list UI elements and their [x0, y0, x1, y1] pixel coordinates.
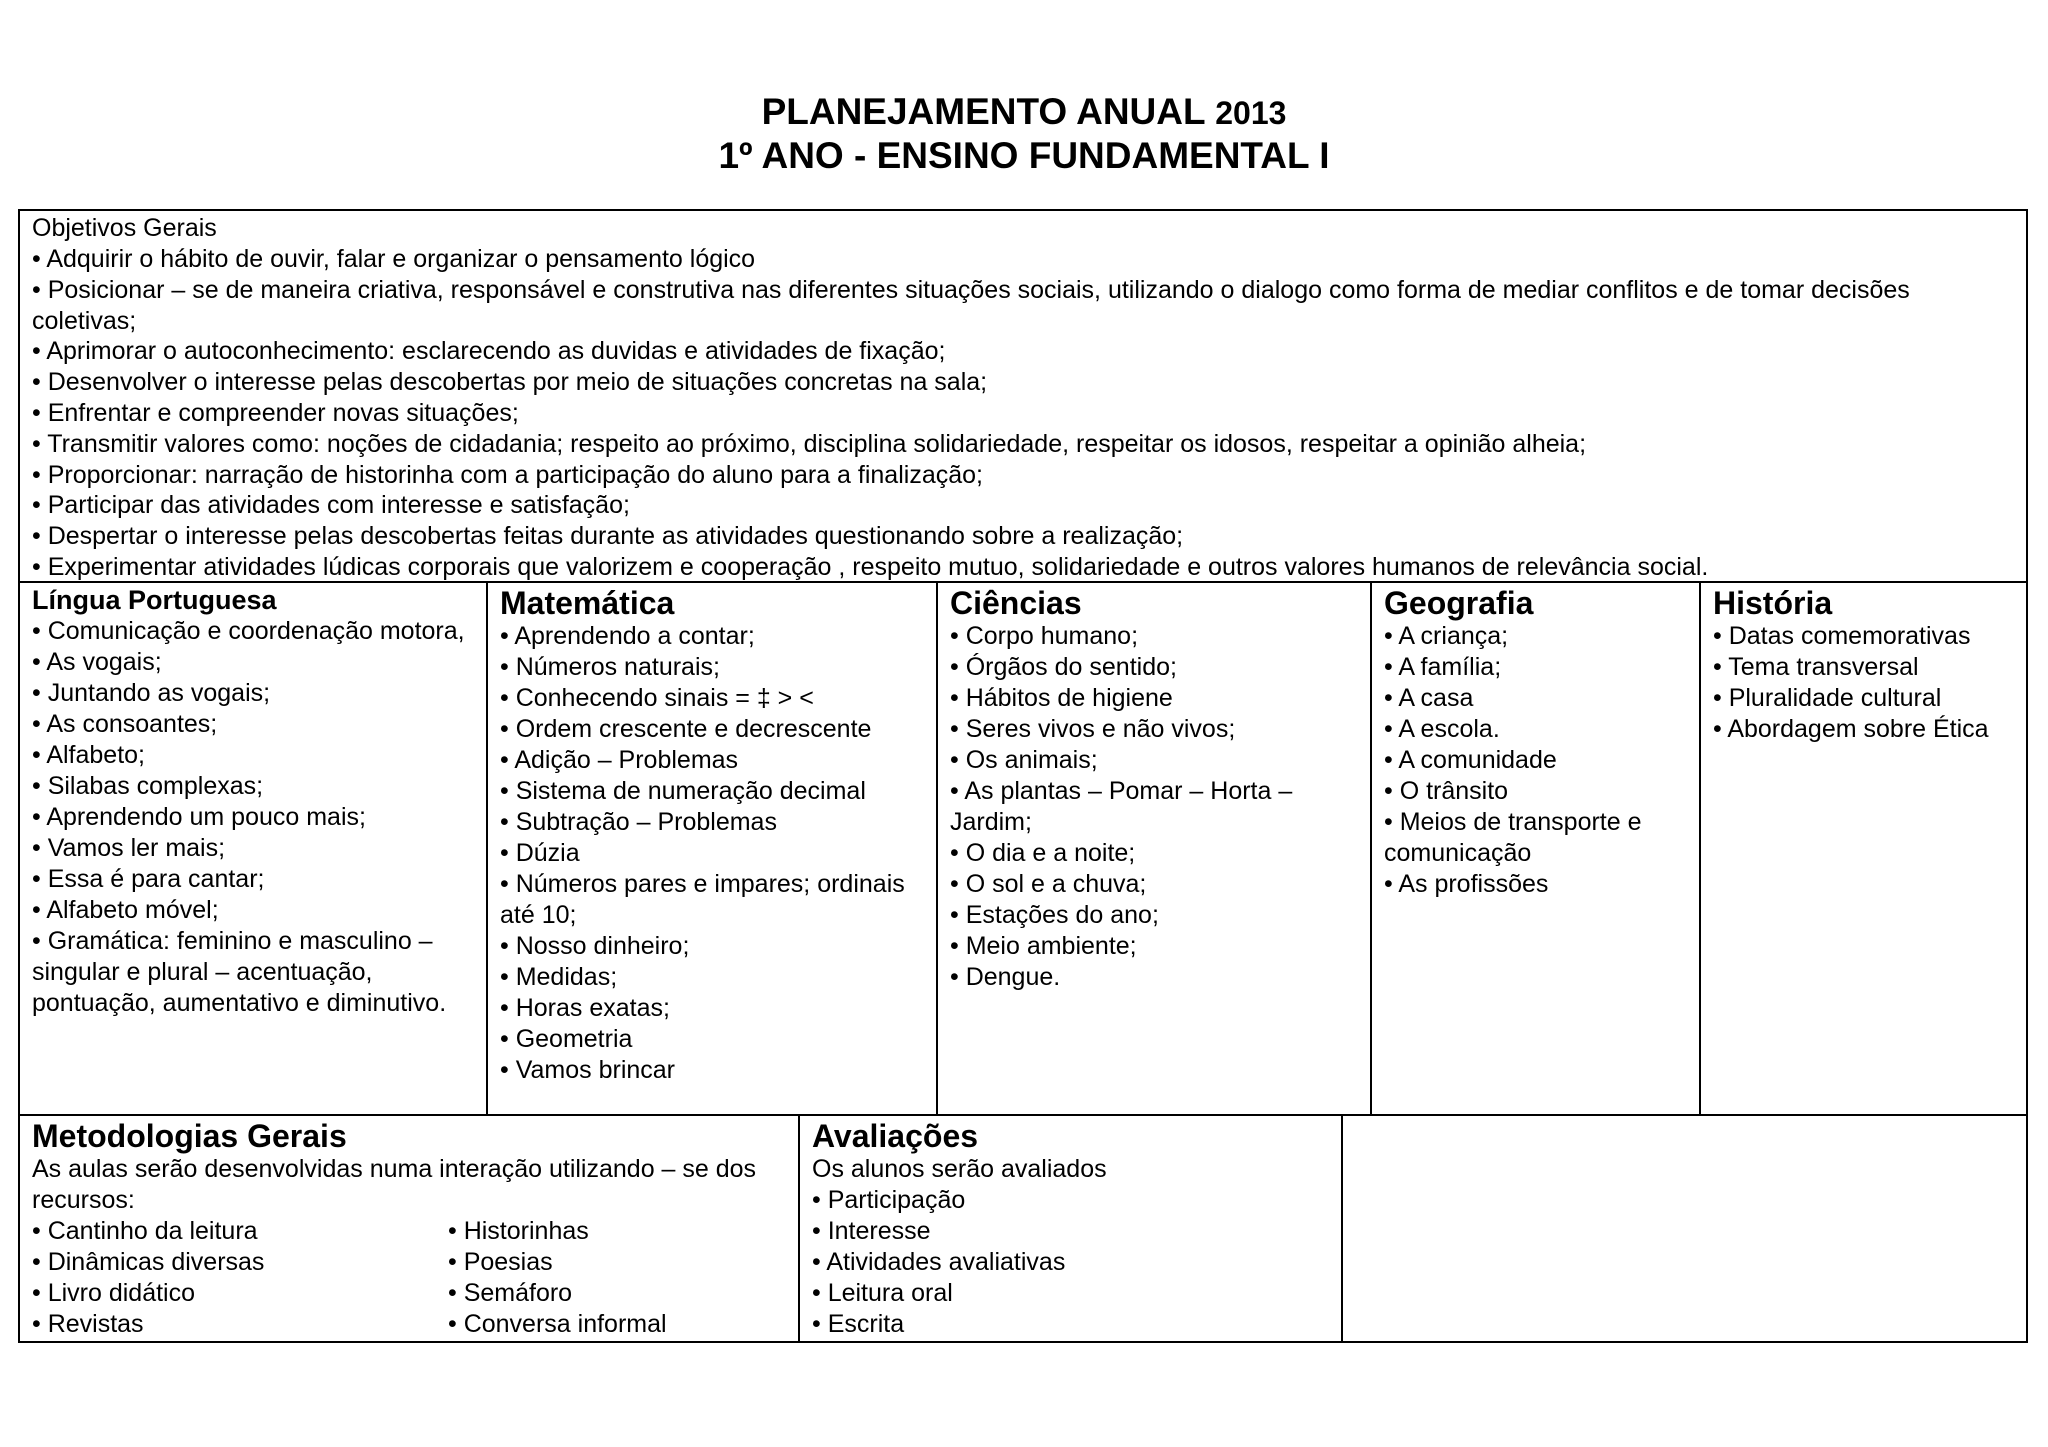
list-item: • Órgãos do sentido; — [950, 653, 1177, 681]
matematica-list — [500, 621, 924, 1086]
objetivo-item: • Desenvolver o interesse pelas descobertas por meio de situações concretas na sala; — [32, 368, 988, 397]
ciencias-heading: Ciências — [950, 585, 1082, 621]
list-item: • Silabas complexas; — [32, 772, 264, 800]
metodologias-intro: As aulas serão desenvolvidas numa interação utilizando – se dos recursos: — [32, 1155, 757, 1214]
lingua-portuguesa-list — [32, 616, 474, 1019]
matematica-section — [486, 581, 938, 1116]
page-title-year: 2013 — [1215, 95, 1287, 131]
list-item: • Os animais; — [950, 746, 1098, 774]
list-item: • Subtração – Problemas — [500, 808, 777, 836]
avaliacoes-list — [812, 1185, 1329, 1340]
list-item: • Interesse — [812, 1217, 931, 1245]
list-item: • Geometria — [500, 1025, 633, 1053]
list-item: • A família; — [1384, 653, 1502, 681]
list-item: • A escola. — [1384, 715, 1500, 743]
list-item: • Poesias — [448, 1248, 553, 1276]
matematica-heading: Matemática — [500, 585, 675, 621]
geografia-list — [1384, 621, 1687, 900]
list-item: • As vogais; — [32, 648, 162, 676]
list-item: • A comunidade — [1384, 746, 1557, 774]
objetivos-heading: Objetivos Gerais — [32, 214, 217, 242]
objetivo-item: • Proporcionar: narração de historinha com a participação do aluno para a finalização; — [32, 460, 983, 489]
list-item: • Números pares e impares; ordinais até 10; — [500, 870, 905, 929]
list-item: • Meio ambiente; — [950, 932, 1137, 960]
list-item: • Nosso dinheiro; — [500, 932, 690, 960]
list-item: • Atividades avaliativas — [812, 1248, 1066, 1276]
objetivo-item: • Posicionar – se de maneira criativa, responsável e construtiva nas diferentes situações sociais, utilizando o dialogo como forma de mediar conflitos e de tomar decisões coletivas; — [32, 275, 1910, 335]
objetivo-item: • Enfrentar e compreender novas situações; — [32, 398, 519, 427]
objetivos-list — [32, 244, 2014, 583]
lingua-portuguesa-heading: Língua Portuguesa — [32, 585, 277, 615]
list-item: • Historinhas — [448, 1217, 589, 1245]
recursos-col-2 — [448, 1216, 786, 1340]
list-item: • Participação — [812, 1186, 966, 1214]
avaliacoes-section — [798, 1114, 1343, 1343]
list-item: • Estações do ano; — [950, 901, 1159, 929]
metodologias-heading: Metodologias Gerais — [32, 1118, 347, 1154]
list-item: • Adição – Problemas — [500, 746, 739, 774]
list-item: • Gramática: feminino e masculino – singular e plural – acentuação, pontuação, aumentativo e diminutivo. — [32, 927, 447, 1017]
avaliacoes-heading: Avaliações — [812, 1118, 979, 1154]
list-item: • Vamos ler mais; — [32, 834, 226, 862]
historia-list — [1713, 621, 2014, 745]
list-item: • Sistema de numeração decimal — [500, 777, 866, 805]
list-item: • Livro didático — [32, 1279, 196, 1307]
list-item: • Hábitos de higiene — [950, 684, 1173, 712]
list-item: • Ordem crescente e decrescente — [500, 715, 872, 743]
list-item: • Escrita — [812, 1310, 905, 1338]
recursos-col-1 — [32, 1216, 448, 1340]
list-item: • Meios de transporte e comunicação — [1384, 808, 1642, 867]
recursos-grid — [32, 1216, 786, 1340]
list-item: • Juntando as vogais; — [32, 679, 271, 707]
list-item: • Conhecendo sinais = ‡ > < — [500, 684, 814, 712]
list-item: • Leitura oral — [812, 1279, 953, 1307]
list-item: • Essa é para cantar; — [32, 865, 265, 893]
objetivo-item: • Despertar o interesse pelas descobertas feitas durante as atividades questionando sobre a realização; — [32, 522, 1184, 551]
geografia-heading: Geografia — [1384, 585, 1534, 621]
list-item: • Abordagem sobre Ética — [1713, 715, 1989, 743]
list-item: • Semáforo — [448, 1279, 573, 1307]
empty-cell — [1341, 1114, 2028, 1343]
list-item: • O dia e a noite; — [950, 839, 1136, 867]
list-item: • As plantas – Pomar – Horta – Jardim; — [950, 777, 1293, 836]
page-title — [0, 90, 2048, 135]
list-item: • Alfabeto móvel; — [32, 896, 219, 924]
list-item: • Dinâmicas diversas — [32, 1248, 265, 1276]
list-item: • Conversa informal — [448, 1310, 667, 1338]
list-item: • Comunicação e coordenação motora, — [32, 617, 465, 645]
metodologias-gerais-section — [18, 1114, 800, 1343]
list-item: • Aprendendo a contar; — [500, 622, 755, 650]
list-item: • As profissões — [1384, 870, 1549, 898]
list-item: • O trânsito — [1384, 777, 1509, 805]
list-item: • Revistas — [32, 1310, 144, 1338]
list-item: • A criança; — [1384, 622, 1509, 650]
list-item: • As consoantes; — [32, 710, 218, 738]
list-item: • Vamos brincar — [500, 1056, 676, 1084]
historia-section — [1699, 581, 2028, 1116]
objetivo-item: • Experimentar atividades lúdicas corporais que valorizem e cooperação , respeito mutuo, solidariedade e outros valores humanos de relevância social. — [32, 552, 1709, 581]
avaliacoes-intro: Os alunos serão avaliados — [812, 1155, 1107, 1183]
list-item: • Seres vivos e não vivos; — [950, 715, 1236, 743]
list-item: • Pluralidade cultural — [1713, 684, 1942, 712]
list-item: • Dengue. — [950, 963, 1061, 991]
list-item: • Dúzia — [500, 839, 580, 867]
ciencias-section — [936, 581, 1372, 1116]
list-item: • Números naturais; — [500, 653, 720, 681]
list-item: • Alfabeto; — [32, 741, 146, 769]
list-item: • Tema transversal — [1713, 653, 1919, 681]
objetivo-item: • Participar das atividades com interesse e satisfação; — [32, 491, 630, 520]
geografia-section — [1370, 581, 1701, 1116]
list-item: • Cantinho da leitura — [32, 1217, 258, 1245]
objetivos-gerais-section — [18, 209, 2028, 583]
list-item: • O sol e a chuva; — [950, 870, 1147, 898]
page-subtitle: 1º ANO - ENSINO FUNDAMENTAL I — [718, 135, 1330, 176]
ciencias-list — [950, 621, 1358, 993]
page-title-main: PLANEJAMENTO ANUAL — [761, 91, 1205, 132]
objetivo-item: • Adquirir o hábito de ouvir, falar e organizar o pensamento lógico — [32, 245, 756, 273]
list-item: • Datas comemorativas — [1713, 622, 1971, 650]
list-item: • Horas exatas; — [500, 994, 670, 1022]
historia-heading: História — [1713, 585, 1833, 621]
objetivo-item: • Transmitir valores como: noções de cidadania; respeito ao próximo, disciplina solidariedade, respeitar os idosos, respeitar a opinião alheia; — [32, 429, 1587, 458]
list-item: • Aprendendo um pouco mais; — [32, 803, 366, 831]
list-item: • Medidas; — [500, 963, 618, 991]
objetivo-item: • Aprimorar o autoconhecimento: esclarecendo as duvidas e atividades de fixação; — [32, 337, 946, 366]
list-item: • A casa — [1384, 684, 1474, 712]
lingua-portuguesa-section — [18, 581, 488, 1116]
list-item: • Corpo humano; — [950, 622, 1139, 650]
